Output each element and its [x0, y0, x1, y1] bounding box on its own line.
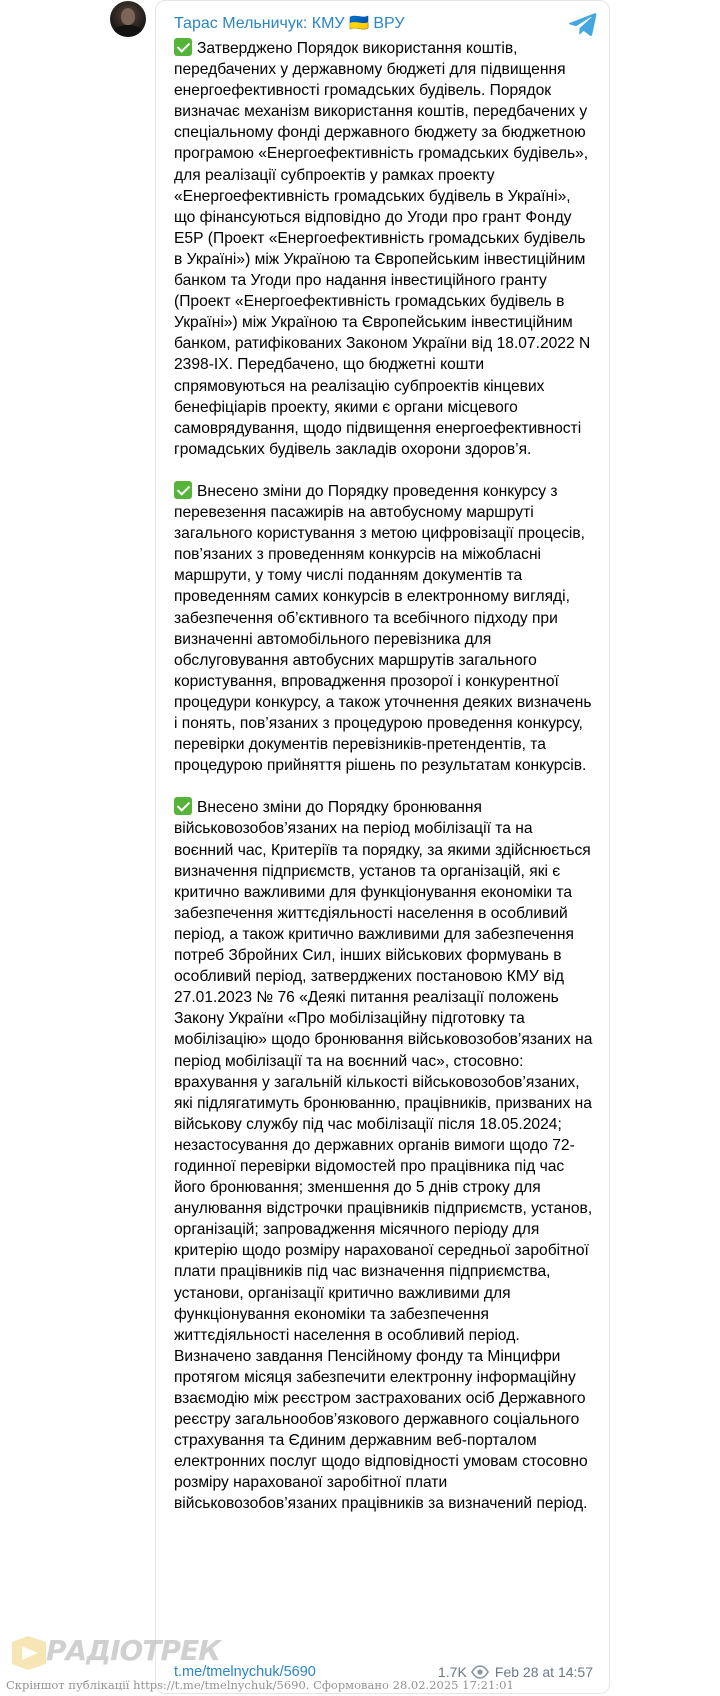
telegram-plane-icon[interactable]: [569, 12, 597, 36]
avatar-face: [121, 8, 135, 25]
watermark-logo-text: РАДІОТРЕК: [46, 1634, 220, 1667]
post-date[interactable]: Feb 28 at 14:57: [494, 1664, 593, 1680]
post-link[interactable]: t.me/tmelnychuk/5690: [174, 1664, 316, 1680]
views-count: 1.7K: [438, 1664, 467, 1680]
check-mark-icon: [174, 797, 192, 815]
check-mark-icon: [174, 38, 192, 56]
check-mark-icon: [174, 481, 192, 499]
message-paragraph-1: Затверджено Порядок використання коштів, передбачених у державному бюджеті для підвищення енергоефективності громадських будівель. Порядок визначає механізм використання коштів, передбачених у спеціальному фонді державного бюджету за бюджетною програмою «Енергоефективність громадських будівель», для реалізації субпроектів у рамках проекту «Енергоефективність громадських будівель в Україні», що фінансуються відповідно до Угоди про грант Фонду Е5Р (Проект «Енергоефективність громадських будівель в Україні») між Україною та Європейським інвестиційним банком та Угоди про надання інвестиційного гранту (Проект «Енергоефективність громадських будівель в Україні») між Україною та Європейським інвестиційним банком, ратифікованих Законом України від 18.07.2022 N 2398-IX. Передбачено, що бюджетні кошти спрямовуються на реалізацію субпроектів кінцевих бенефіціарів проекту, якими є органи місцевого самоврядування, щодо підвищення енергоефективності громадських будівель закладів охорони здоров’я.: [174, 40, 595, 458]
message-paragraph-3: Внесено зміни до Порядку бронювання військовозобов’язаних на період мобілізації та на воєнний час, Критеріїв та порядку, за якими здійснюється визначення підприємств, установ та організацій, які є критично важливими для функціонування економіки та забезпечення життєдіяльності населення в особливий період, а також критично важливими для забезпечення потреб Збройних Сил, інших військових формувань в особливий період, затверджених постановою КМУ від 27.01.2023 № 76 «Деякі питання реалізації положень Закону України «Про мобілізаційну підготовку та мобілізацію» щодо бронювання військовозобов’язаних на період мобілізації та на воєнний час», стосовно: врахування у загальній кількості військовозобов’язаних, які підлягатимуть бронюванню, працівників, призваних на військову службу під час мобілізації після 18.05.2024; незастосування до державних органів вимоги щодо 72-годинної перевірки відомостей про працівника під час його бронювання; зменшення до 5 днів строку для анулювання відстрочки працівників підприємств, установ, організацій; запровадження місячного періоду для критерію щодо розміру нарахованої середньої заробітної плати працівників під час визначення підприємства, установи, організації критично важливими для функціонування економіки та забезпечення життєдіяльності населення в особливий період. Визначено завдання Пенсійному фонду та Мінцифри протягом місяця забезпечити електронну інформаційну взаємодію між реєстром застрахованих осіб Державного реєстру загальнообов’язкового державного соціального страхування та Єдиним державним веб-порталом електронних послуг щодо відповідності умовам стосовно розміру нарахованої заробітної плати військовозобов’язаних працівників за визначений період.: [174, 799, 597, 1513]
channel-name[interactable]: Тарас Мельничук: КМУ 🇺🇦 ВРУ: [174, 15, 405, 32]
message-bubble: [155, 0, 610, 1694]
message-text: [174, 38, 597, 1515]
screenshot-caption: Скріншот публікації https://t.me/tmelnychuk/5690. Сформовано 28.02.2025 17:21:01: [6, 1678, 514, 1692]
avatar-suit: [113, 25, 143, 37]
eye-icon: [471, 1665, 489, 1679]
channel-avatar[interactable]: [110, 1, 146, 37]
message-paragraph-2: Внесено зміни до Порядку проведення конкурсу з перевезення пасажирів на автобусному маршруті загального користування з метою цифровізації процесів, пов’язаних з проведенням конкурсів на міжобласні маршрути, у тому числі поданням документів та проведенням самих конкурсів в електронному вигляді, забезпечення об’єктивного та всебічного підходу при визначенні автомобільного перевізника для обслуговування автобусних маршрутів загального користування, впровадження прозорої і конкурентної процедури конкурсу, а також уточнення деяких визначень і понять, пов’язаних з процедурою проведення конкурсу, перевірки документів перевізників-претендентів, та процедурою прийняття рішень по результатам конкурсів.: [174, 482, 596, 775]
